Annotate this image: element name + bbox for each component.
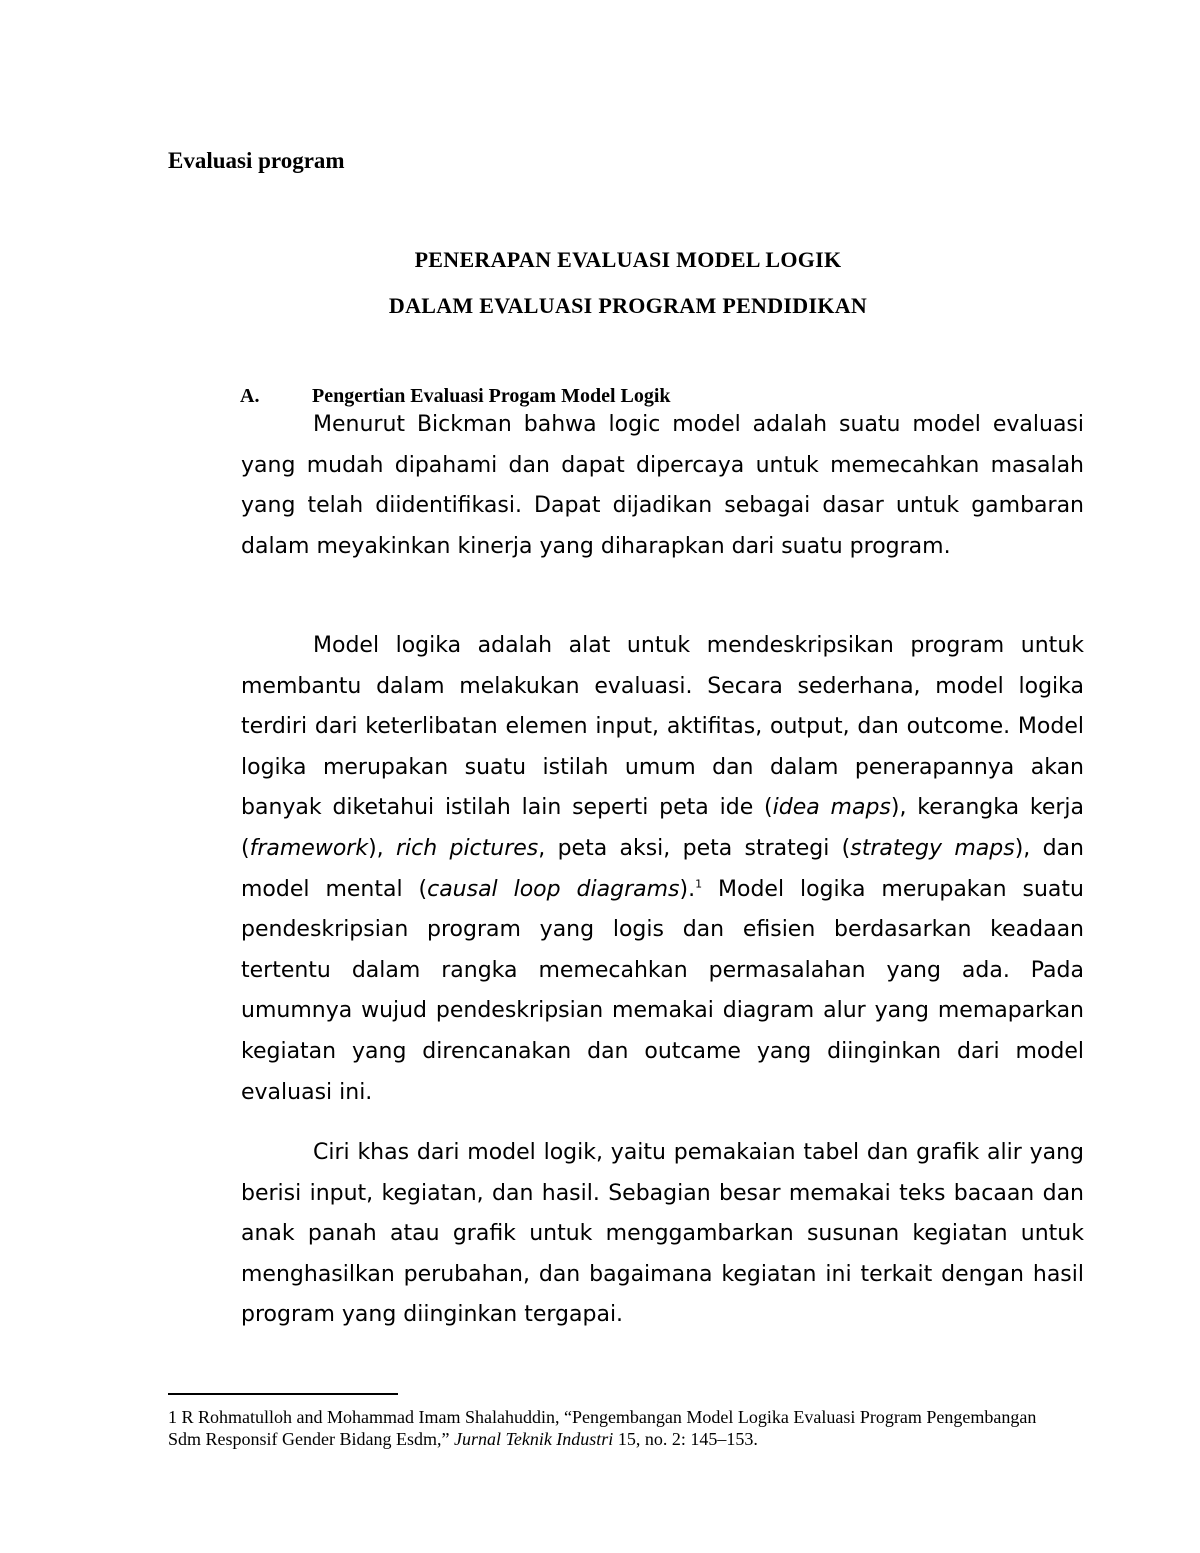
page-title-line-2: DALAM EVALUASI PROGRAM PENDIDIKAN: [388, 293, 868, 318]
paragraph-2-part-1: Model logika adalah alat untuk mendeskripsikan program untuk membantu dalam melakukan evaluasi. Secara sederhana, model logika terdiri dari keterlibatan elemen input, aktifitas, output, dan outcome. Model logika merupakan suatu istilah umum dan dalam penerapannya akan banyak diketahui istilah lain seperti peta ide (: [241, 633, 1084, 821]
term-rich-pictures: rich pictures: [395, 835, 539, 861]
footnote: [168, 1406, 1068, 1450]
paragraph-3-text: Ciri khas dari model logik, yaitu pemakaian tabel dan grafik alir yang berisi input, kegiatan, dan hasil. Sebagian besar memakai teks bacaan dan anak panah atau grafik untuk menggambarkan susunan kegiatan untuk menghasilkan perubahan, dan bagaimana kegiatan ini terkait dengan hasil program yang diinginkan tergapai.: [241, 1140, 1084, 1328]
header-label: Evaluasi program: [168, 148, 345, 173]
term-idea-maps: idea maps: [772, 795, 891, 821]
paragraph-1-text: Menurut Bickman bahwa logic model adalah suatu model evaluasi yang mudah dipahami dan dapat dipercaya untuk memecahkan masalah yang telah diidentifikasi. Dapat dijadikan sebagai dasar untuk gambaran dalam meyakinkan kinerja yang diharapkan dari suatu program.: [241, 412, 1084, 559]
paragraph-2-part-5: ), dan model mental (: [241, 835, 1084, 902]
term-causal-loop-diagrams: causal loop diagrams: [427, 876, 680, 902]
footnote-text-before: 1 R Rohmatulloh and Mohammad Imam Shalahuddin, “Pengembangan Model Logika Evaluasi Program Pengembangan Sdm Responsif Gender Bidang Esdm,”: [168, 1407, 1037, 1449]
paragraph-2-part-2: ), kerangka kerja (: [241, 795, 1085, 861]
paragraph-1: [241, 405, 1084, 567]
paragraph-3: [241, 1133, 1084, 1336]
paragraph-2-part-3: ),: [368, 835, 396, 861]
term-framework: framework: [249, 835, 369, 861]
paragraph-2-part-6: ).: [679, 876, 696, 902]
paragraph-2: [241, 626, 1084, 1113]
footnote-text-after: 15, no. 2: 145–153.: [613, 1429, 758, 1449]
section-heading-text: Pengertian Evaluasi Progam Model Logik: [312, 385, 671, 407]
paragraph-2-part-4: , peta aksi, peta strategi (: [538, 835, 851, 861]
footnote-journal: Jurnal Teknik Industri: [453, 1429, 614, 1449]
term-strategy-maps: strategy maps: [850, 835, 1015, 861]
page-title-line-1: PENERAPAN EVALUASI MODEL LOGIK: [414, 247, 842, 272]
footnote-reference[interactable]: 1: [695, 877, 703, 891]
section-letter: A.: [240, 385, 260, 407]
footnote-separator: [168, 1393, 398, 1395]
paragraph-2-part-7: Model logika merupakan suatu pendeskripsian program yang logis dan efisien berdasarkan keadaan tertentu dalam rangka memecahkan permasalahan yang ada. Pada umumnya wujud pendeskripsian memakai diagram alur yang memaparkan kegiatan yang direncanakan dan outcame yang diinginkan dari model evaluasi ini.: [241, 876, 1084, 1105]
